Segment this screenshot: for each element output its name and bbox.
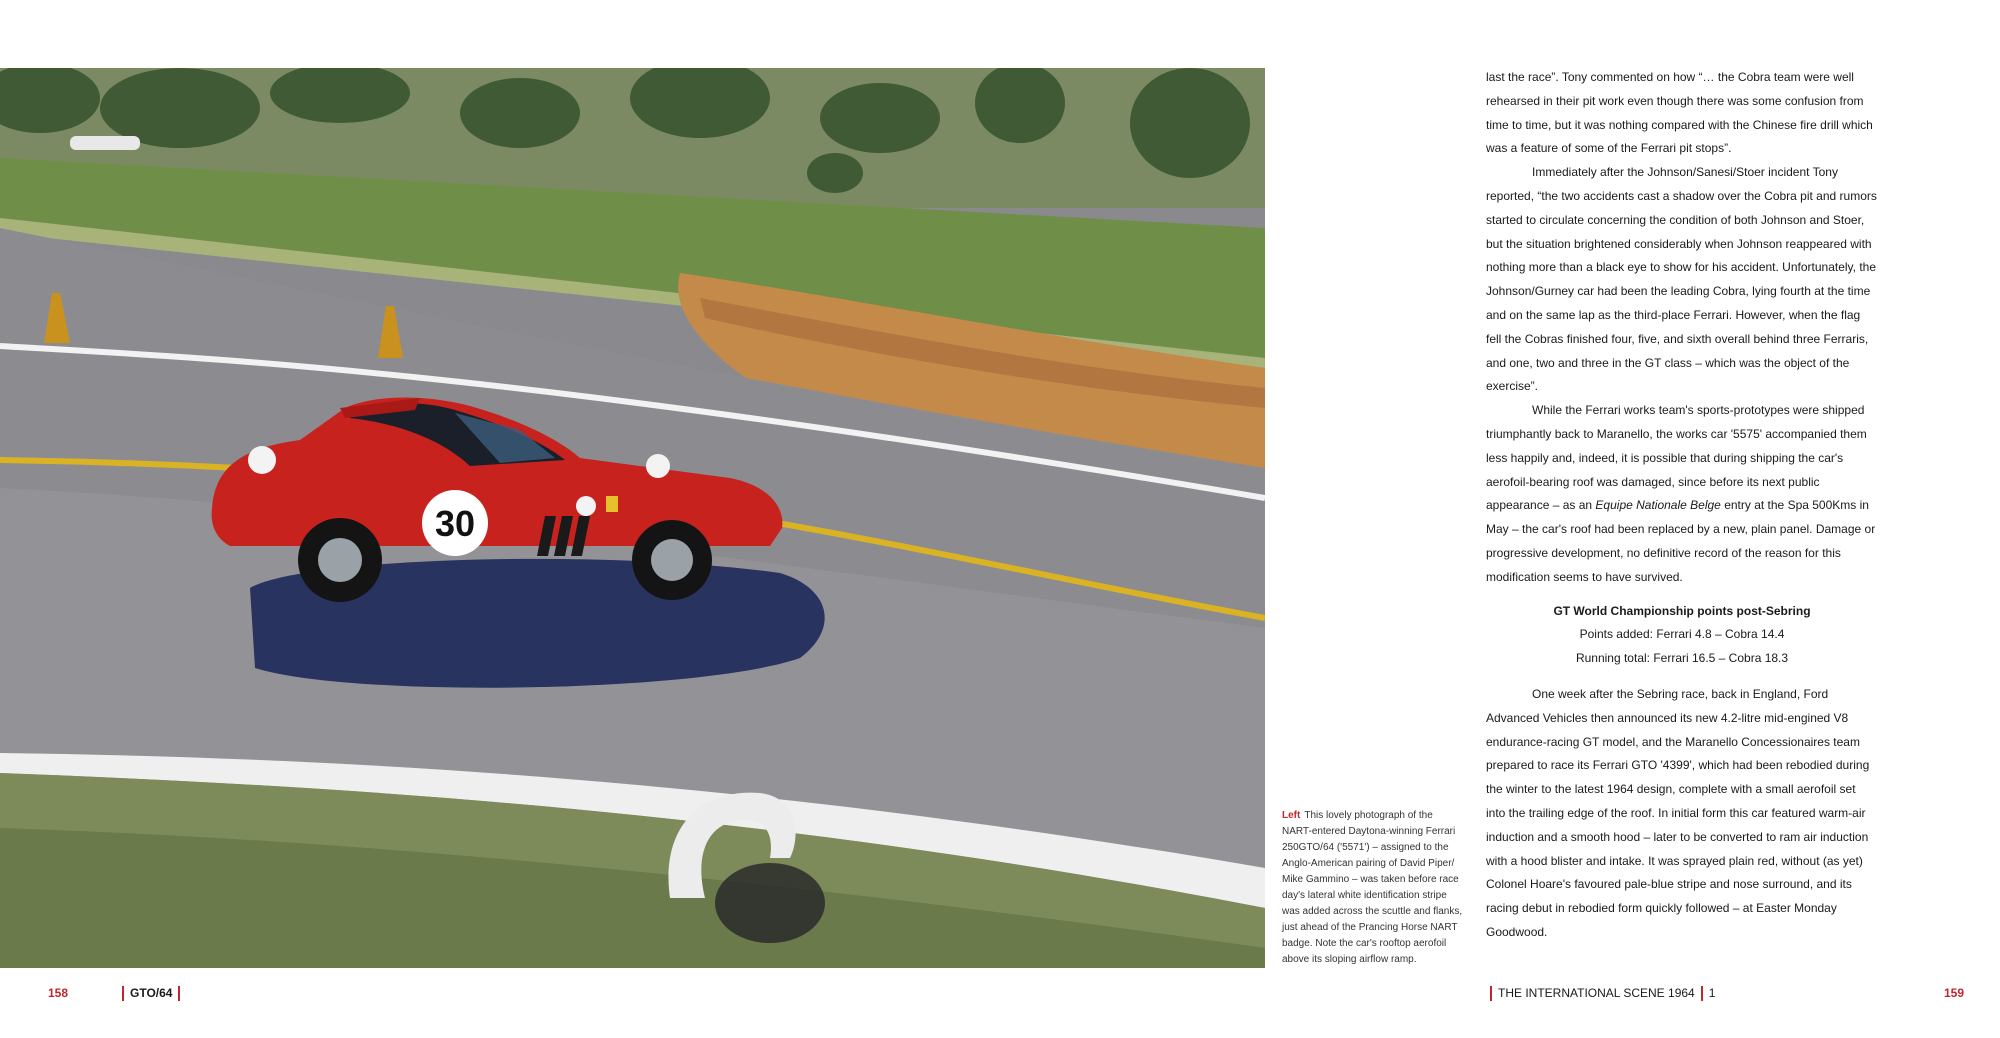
points-added: Points added: Ferrari 4.8 – Cobra 14.4 <box>1579 627 1785 642</box>
chapter-title: THE INTERNATIONAL SCENE 1964 <box>1498 986 1695 1000</box>
photo-caption <box>1282 808 1464 968</box>
car-number: 30 <box>434 503 476 544</box>
paragraph-text: entry at the Spa 500Kms in May – the car's roof had been replaced by a new, plain panel. Damage or progressive development, no definitive record of the reason for this modification seems to have survived. <box>1486 498 1876 584</box>
paragraph: One week after the Sebring race, back in England, Ford Advanced Vehicles then announced its new 4.2-litre mid-engined V8 endurance-racing GT model, and the Maranello Concessionaires team prepared to race its Ferrari GTO '4399', which had been rebodied during the winter to the latest 1964 design, complete with a small aerofoil set into the trailing edge of the roof. In initial form this car featured warm-air induction and a smooth hood – later to be converted to ram air induction with a hood blister and intake. It was sprayed plain red, without (as yet) Colonel Hoare's favoured pale-blue stripe and nose surround, and its racing debut in rebodied form quickly followed – at Easter Monday Goodwood. <box>1486 686 1870 939</box>
right-folio <box>1944 985 1964 1001</box>
right-running-head <box>1484 985 1715 1001</box>
divider <box>178 986 180 1001</box>
race-photograph <box>0 68 1265 968</box>
paragraph: last the race”. Tony commented on how “… the Cobra team were well rehearsed in their pit work even though there was some confusion from time to time, but it was nothing compared with the Chinese fire drill which was a feature of some of the Ferrari pit stops”. <box>1486 70 1873 156</box>
running-total: Running total: Ferrari 16.5 – Cobra 18.3 <box>1575 651 1789 666</box>
section-number: 1 <box>1708 986 1716 1000</box>
book-title: GTO/64 <box>130 986 173 1000</box>
team-name: Equipe Nationale Belge <box>1595 498 1721 513</box>
paragraph-text: While the Ferrari works team's sports-prototypes were shipped triumphantly back to Maranello, the works car '5575' accompanied them less happily and, indeed, it is possible that during shipping the car's aerofoil-bearing roof was damaged, since before its next public appearance – as an <box>1486 403 1867 513</box>
divider <box>1701 986 1703 1001</box>
left-folio <box>48 985 68 1001</box>
caption-text: This lovely photograph of the NART-entered Daytona-winning Ferrari 250GTO/64 ('5571') – assigned to the Anglo-American pairing of David Piper/ Mike Gammino – was taken before race day's lateral white identification stripe was added across the scuttle and flanks, just ahead of the Prancing Horse NART badge. Note the car's rooftop aerofoil above its sloping airflow ramp. <box>1282 810 1463 965</box>
paragraph <box>1486 399 1878 589</box>
divider <box>1490 986 1492 1001</box>
points-summary <box>1486 600 1878 671</box>
paragraph: Immediately after the Johnson/Sanesi/Stoer incident Tony reported, “the two accidents cast a shadow over the Cobra pit and rumors started to circulate concerning the condition of both Johnson and Stoer, but the situation brightened considerably when Johnson reappeared with nothing more than a black eye to show for his accident. Unfortunately, the Johnson/Gurney car had been the leading Cobra, lying fourth at the time and on the same lap as the third-place Ferrari. However, when the flag fell the Cobras finished four, five, and sixth overall behind three Ferraris, and one, two and three in the GT class – which was the object of the exercise”. <box>1486 165 1877 394</box>
page-number-left: 158 <box>48 986 69 1000</box>
points-heading: GT World Championship points post-Sebring <box>1553 603 1811 618</box>
body-text-column <box>1486 66 1878 945</box>
divider <box>122 986 124 1001</box>
page-number-right: 159 <box>1944 986 1965 1000</box>
left-running-head <box>116 985 186 1001</box>
caption-lead: Left <box>1282 810 1301 821</box>
